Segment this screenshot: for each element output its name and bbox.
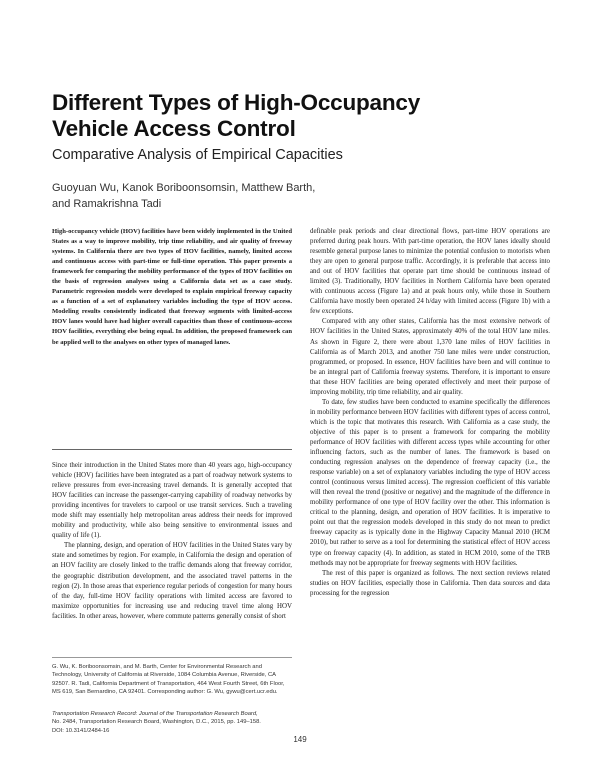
body-paragraph: The planning, design, and operation of HOV facilities in the United States vary by state and sometimes by region. For example, in California the design and operation of an HOV facility are closely linked to the traffic demands along that freeway corridor, the geographic distribution development, and the associated travel patterns in the region (2). In those areas that experience regular periods of congestion for many hours of the day, full-time HOV facility operations with limited access are favored to maximize opportunities for increasing use and reducing travel time along HOV facilities. In other areas, however, where commute patterns generally consist of short xyxy=(52,542,292,620)
left-column-body xyxy=(52,461,292,622)
abstract: High-occupancy vehicle (HOV) facilities have been widely implemented in the United States as a way to improve mobility, trip time reliability, and air quality of freeway systems. In California there are two types of HOV facilities, namely, limited access and continuous access with part-time or full-time operation. This paper presents a framework for comparing the mobility performance of the types of HOV facilities on the basis of regression analyses using a California data set as a case study. Parametric regression models were developed to explain empirical freeway capacity as a function of a set of explanatory variables including the type of HOV access. Modeling results consistently indicated that freeway segments with limited-access HOV lanes would have had higher overall capacities than those of continuous-access HOV facilities, everything else being equal. In addition, the proposed framework can be applied well to the analyses on other types of managed lanes. xyxy=(52,228,292,346)
journal-citation xyxy=(52,710,292,735)
right-column-body xyxy=(310,227,550,599)
body-paragraph: definable peak periods and clear directional flows, part-time HOV operations are preferred during peak hours. With part-time operation, the HOV lanes ideally should resemble general purpose lanes to minimize the potential confusion to motorists when they are open to general purpose traffic. Accordingly, it is preferable that access into and out of HOV facilities that operate part time should be continuous instead of limited (3). Traditionally, HOV facilities in Northern California have been operated with continuous access (Figure 1a) and at peak hours only, while those in Southern California have mostly been operated 24 h/day with limited access (Figure 1b) with a few exceptions. xyxy=(310,228,550,316)
citation-details: No. 2484, Transportation Research Board, Washington, D.C., 2015, pp. 149–158. xyxy=(52,719,261,726)
article-title xyxy=(52,90,552,142)
body-paragraph: Since their introduction in the United States more than 40 years ago, high-occupancy vehicle (HOV) facilities have been integrated as a part of roadway network systems to relieve pressures from ever-increasing travel demands. It is generally accepted that HOV facilities can increase the passenger-carrying capability of roadway networks by providing incentives for travelers to carpool or use transit services. Such a traveling mode shift may essentially help metropolitan areas address their needs for improved mobility and productivity, while also being sensitive to environmental issues and quality of life (1). xyxy=(52,462,292,540)
author-list xyxy=(52,180,472,212)
author-affiliations: G. Wu, K. Boriboonsomsin, and M. Barth, Center for Environmental Research and Technology, University of California at Riverside, 1084 Columbia Avenue, Riverside, CA 92507. R. Tadi, California Department of Transportation, 464 West Fourth Street, 6th Floor, MS 619, San Bernardino, CA 92401. Corresponding author: G. Wu, gywu@cert.ucr.edu. xyxy=(52,664,285,696)
title-line-1: Different Types of High-Occupancy xyxy=(52,90,421,115)
body-paragraph: Compared with any other states, California has the most extensive network of HOV facilities in the United States, approximately 40% of the total HOV lane miles. As shown in Figure 2, there were about 1,370 lane miles of HOV facilities in California as of March 2013, and another 750 lane miles were under construction, programmed, or proposed. In essence, HOV facilities have been and will continue to be an integral part of California freeway systems. Therefore, it is important to ensure that these HOV facilities are being operated effectively and meet their purpose of improving mobility, trip time reliability, and air quality. xyxy=(310,318,550,396)
authors-line-2: and Ramakrishna Tadi xyxy=(52,198,162,210)
abstract-divider xyxy=(52,449,292,450)
journal-name: Transportation Research Record: Journal of the Transportation Research Board, xyxy=(52,711,258,717)
authors-line-1: Guoyuan Wu, Kanok Boriboonsomsin, Matthew Barth, xyxy=(52,182,316,194)
title-line-2: Vehicle Access Control xyxy=(52,116,296,141)
article-subtitle: Comparative Analysis of Empirical Capacities xyxy=(52,147,343,163)
body-paragraph: The rest of this paper is organized as follows. The next section reviews related studies on HOV facilities, especially those in California. Then data sources and data processing for the regression xyxy=(310,569,550,597)
doi: DOI: 10.3141/2484-16 xyxy=(52,727,110,734)
footnote-divider xyxy=(52,657,292,658)
page-number: 149 xyxy=(293,735,307,744)
body-paragraph: To date, few studies have been conducted to examine specifically the differences in mobility performance between HOV facilities with different types of access control, which is the topic that motivates this research. With California as a case study, the objective of this paper is to present a framework for comparing the mobility performance of HOV facilities with different access types while accounting for other influencing factors, such as the number of lanes. The framework is based on conducting regression analyses on the dependence of freeway capacity (i.e., the response variable) on a set of explanatory variables including the type of HOV access control (continuous versus limited access). The regression coefficient of this variable will then reveal the trend (positive or negative) and the magnitude of the difference in mobility performance of one type of HOV facility over the other. This information is critical to the planning, design, and operation of HOV facilities. It is imperative to point out that the regression models developed in this study do not mean to predict freeway capacity as is typically done in the Highway Capacity Manual 2010 (HCM 2010), but rather to serve as a tool for determining the statistical effect of HOV access type on freeway capacity (4). In addition, as stated in HCM 2010, some of the TRB methods may not be appropriate for freeway segments with HOV facilities. xyxy=(310,398,550,567)
